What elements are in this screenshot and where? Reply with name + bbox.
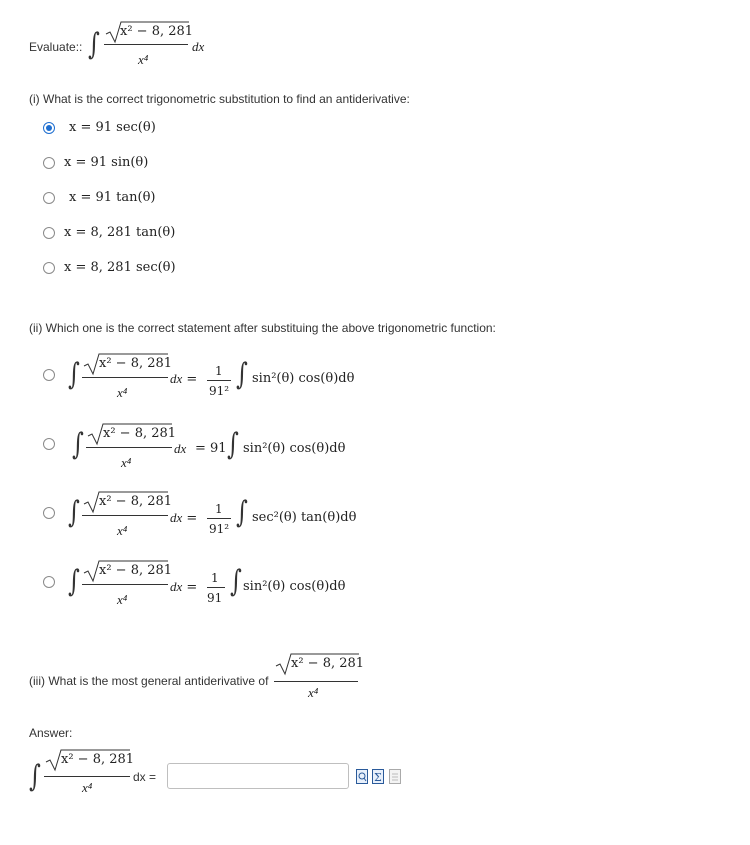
fraction-bar [86,447,172,448]
equation-editor-icon[interactable] [372,769,384,784]
rhs-integrand: sec²(θ) tan(θ)dθ [252,510,357,525]
part2-question: (ii) Which one is the correct statement after substituing the above trigonometric function: [29,321,496,335]
part3-question: (iii) What is the most general antiderivative of [29,674,269,688]
part1-question: (i) What is the correct trigonometric substitution to find an antiderivative: [29,92,410,106]
denominator: x⁴ [117,523,128,538]
radio-button[interactable] [43,576,55,588]
coef-den: 91² [209,522,230,536]
radicand: x² − 8, 281 [99,494,173,509]
integral-sign: ∫ [71,427,84,462]
denominator: x⁴ [138,52,149,67]
denominator: x⁴ [82,780,93,795]
radio-button[interactable] [43,262,55,274]
option-label: x = 8, 281 sec(θ) [64,260,176,275]
option-label: x = 91 sec(θ) [69,120,156,135]
option-label: x = 91 tan(θ) [69,190,156,205]
rhs-integrand: sin²(θ) cos(θ)dθ [243,579,346,594]
radicand: x² − 8, 281 [120,24,194,39]
denominator: x⁴ [308,685,319,700]
denominator: x⁴ [117,592,128,607]
radio-button[interactable] [43,438,55,450]
denominator: x⁴ [121,455,132,470]
dx: dx [192,39,205,54]
dx: dx [170,371,183,386]
denominator: x⁴ [117,385,128,400]
coef-bar [207,587,225,588]
radicand: x² − 8, 281 [291,656,365,671]
radicand: x² − 8, 281 [103,426,177,441]
help-icon[interactable] [389,769,401,784]
integral-sign: ∫ [229,564,242,599]
dx: dx [174,441,187,456]
fraction-bar [44,776,130,777]
evaluate-label: Evaluate:: [29,40,83,54]
integral-sign: ∫ [67,495,80,530]
rhs-integrand: sin²(θ) cos(θ)dθ [243,441,346,456]
svg-text:Σ: Σ [374,771,382,783]
fraction-bar [82,584,168,585]
fraction-bar [274,681,358,682]
dx: dx [170,510,183,525]
rhs-integrand: sin²(θ) cos(θ)dθ [252,371,355,386]
integral-sign: ∫ [67,564,80,599]
integral-sign: ∫ [67,357,80,392]
coef-num: 1 [211,571,219,585]
integral-sign: ∫ [235,357,248,392]
coef-num: 1 [215,364,223,378]
preview-icon[interactable] [356,769,368,784]
option-label: x = 91 sin(θ) [64,155,149,170]
radicand: x² − 8, 281 [61,752,135,767]
radio-button[interactable] [43,369,55,381]
integral-sign: ∫ [28,759,41,794]
coef-den: 91 [207,591,223,605]
coef-den: 91² [209,384,230,398]
fraction-bar [104,44,188,45]
radicand: x² − 8, 281 [99,356,173,371]
integral-sign: ∫ [87,27,100,62]
dx-equals: dx = [133,770,157,784]
coef-bar [207,380,231,381]
radio-button[interactable] [43,507,55,519]
coef-plain: = 91 [195,441,227,456]
radio-button[interactable] [43,122,55,134]
integral-sign: ∫ [226,427,239,462]
fraction-bar [82,515,168,516]
radio-button[interactable] [43,227,55,239]
coef-num: 1 [215,502,223,516]
radio-button[interactable] [43,157,55,169]
radicand: x² − 8, 281 [99,563,173,578]
answer-input[interactable] [167,763,349,789]
fraction-bar [82,377,168,378]
coef-bar [207,518,231,519]
radio-button[interactable] [43,192,55,204]
answer-label: Answer: [29,726,73,740]
dx: dx [170,579,183,594]
option-label: x = 8, 281 tan(θ) [64,225,176,240]
integral-sign: ∫ [235,495,248,530]
